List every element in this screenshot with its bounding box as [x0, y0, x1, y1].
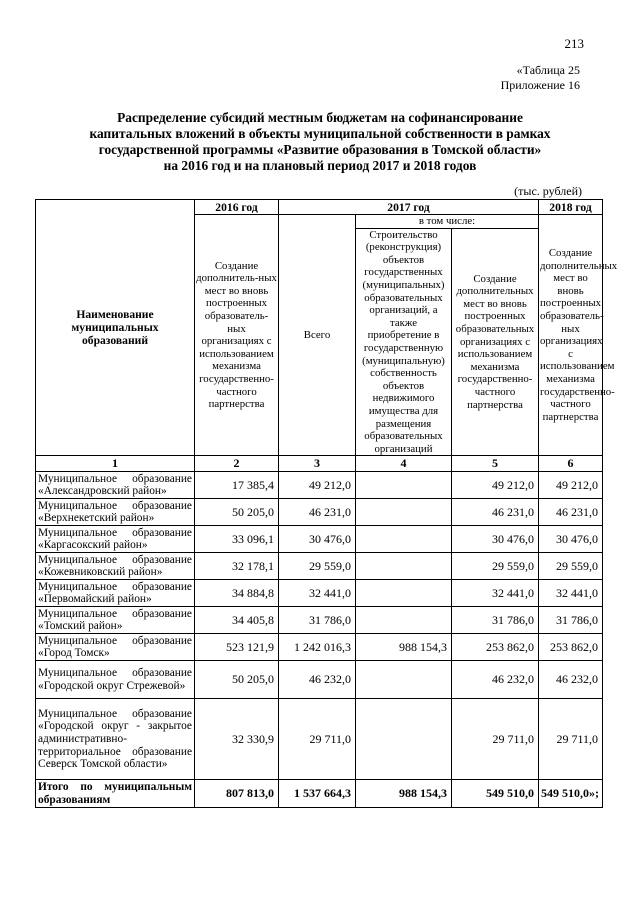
value-2017-ppp: 32 441,0: [452, 580, 539, 607]
appendix-label: [501, 63, 580, 93]
value-2017-total: 46 231,0: [279, 499, 356, 526]
value-2018: 46 231,0: [539, 499, 603, 526]
value-2016: 33 096,1: [195, 526, 279, 553]
municipality-name: Муниципальное образование «Каргасокский район»: [36, 526, 195, 553]
municipality-name: Муниципальное образование «Александровский район»: [36, 472, 195, 499]
municipality-name: Муниципальное образование «Городской округ - закрытое административно-территориальное образование Северск Томской области»: [36, 699, 195, 780]
value-2018: 32 441,0: [539, 580, 603, 607]
value-2017-total: 1 242 016,3: [279, 634, 356, 661]
appendix-number: Приложение 16: [500, 78, 580, 92]
value-2017-total: 29 711,0: [279, 699, 356, 780]
column-number: 4: [356, 456, 452, 472]
header-col3: Всего: [279, 215, 356, 456]
header-col4: Строительство (реконструкция) объектов государственных (муниципальных) образовательных организаций, а также приобретение в государственную (муниципальную) собственность объектов недвижимого имущества для размещения образовательных организаций: [356, 228, 452, 456]
value-2017-total: 29 559,0: [279, 553, 356, 580]
title-line: государственной программы «Развитие образования в Томской области»: [98, 142, 542, 157]
column-number: 3: [279, 456, 356, 472]
value-2018: 31 786,0: [539, 607, 603, 634]
value-2017-ppp: 29 711,0: [452, 699, 539, 780]
header-col2: Создание дополнитель-ных мест во вновь построенных образователь-ных организациях с использованием механизма государственно-частного партнерства: [195, 215, 279, 456]
municipality-name: Муниципальное образование «Городской округ Стрежевой»: [36, 661, 195, 699]
value-2017-construction: 988 154,3: [356, 634, 452, 661]
table-row: [36, 607, 603, 634]
value-2017-ppp: 46 232,0: [452, 661, 539, 699]
value-2017-total: 30 476,0: [279, 526, 356, 553]
value-2017-construction: [356, 580, 452, 607]
title-line: на 2016 год и на плановый период 2017 и 2018 годов: [163, 158, 477, 173]
table-row: [36, 661, 603, 699]
value-2016: 34 405,8: [195, 607, 279, 634]
total-2016: 807 813,0: [195, 780, 279, 808]
table-row: [36, 699, 603, 780]
total-2017-construction: 988 154,3: [356, 780, 452, 808]
value-2017-construction: [356, 699, 452, 780]
value-2017-total: 31 786,0: [279, 607, 356, 634]
municipality-name: Муниципальное образование «Кожевниковский район»: [36, 553, 195, 580]
value-2016: 523 121,9: [195, 634, 279, 661]
value-2016: 32 178,1: [195, 553, 279, 580]
header-year-2017: 2017 год: [279, 200, 539, 215]
table-row: [36, 580, 603, 607]
value-2017-construction: [356, 607, 452, 634]
units-note: (тыс. рублей): [514, 184, 582, 198]
column-number: 5: [452, 456, 539, 472]
value-2017-ppp: 253 862,0: [452, 634, 539, 661]
title-line: Распределение субсидий местным бюджетам на софинансирование: [117, 110, 523, 125]
municipality-name: Муниципальное образование «Томский район»: [36, 607, 195, 634]
value-2017-construction: [356, 499, 452, 526]
page-number: 213: [564, 36, 584, 51]
value-2017-construction: [356, 472, 452, 499]
value-2017-total: 32 441,0: [279, 580, 356, 607]
column-number: 6: [539, 456, 603, 472]
total-row: [36, 780, 603, 808]
municipality-name: Муниципальное образование «Верхнекетский район»: [36, 499, 195, 526]
column-number: 1: [36, 456, 195, 472]
value-2018: 46 232,0: [539, 661, 603, 699]
table-row: [36, 553, 603, 580]
header-year-2016: 2016 год: [195, 200, 279, 215]
table-row: [36, 634, 603, 661]
value-2017-ppp: 30 476,0: [452, 526, 539, 553]
header-col5: Создание дополнительных мест во вновь построенных образовательных организациях с использованием механизма государственно-частного партнерства: [452, 228, 539, 456]
municipality-name: Муниципальное образование «Город Томск»: [36, 634, 195, 661]
value-2017-ppp: 31 786,0: [452, 607, 539, 634]
title-line: капитальных вложений в объекты муниципальной собственности в рамках: [89, 126, 551, 141]
value-2017-construction: [356, 661, 452, 699]
header-year-2018: 2018 год: [539, 200, 603, 215]
column-number-row: [36, 456, 603, 472]
table-row: [36, 499, 603, 526]
table-row: [36, 472, 603, 499]
total-2018: 549 510,0»;: [539, 780, 603, 808]
value-2016: 17 385,4: [195, 472, 279, 499]
header-municipality: Наименование муниципальных образований: [36, 200, 195, 456]
header-including: в том числе:: [356, 215, 539, 229]
value-2018: 29 559,0: [539, 553, 603, 580]
value-2017-total: 49 212,0: [279, 472, 356, 499]
value-2017-construction: [356, 526, 452, 553]
value-2018: 29 711,0: [539, 699, 603, 780]
value-2018: 49 212,0: [539, 472, 603, 499]
total-2017: 1 537 664,3: [279, 780, 356, 808]
value-2016: 34 884,8: [195, 580, 279, 607]
value-2017-ppp: 49 212,0: [452, 472, 539, 499]
document-title: [40, 110, 600, 174]
value-2016: 50 205,0: [195, 661, 279, 699]
value-2016: 50 205,0: [195, 499, 279, 526]
header-col6: Создание дополнительных мест во вновь построенных образователь-ных организациях с использованием механизма государственно-частного партнерства: [539, 215, 603, 456]
value-2017-ppp: 29 559,0: [452, 553, 539, 580]
column-number: 2: [195, 456, 279, 472]
value-2016: 32 330,9: [195, 699, 279, 780]
total-label: Итого по муниципальным образованиям: [36, 780, 195, 808]
subsidy-table: [35, 199, 618, 808]
total-2017-ppp: 549 510,0: [452, 780, 539, 808]
table-row: [36, 526, 603, 553]
value-2017-total: 46 232,0: [279, 661, 356, 699]
value-2018: 30 476,0: [539, 526, 603, 553]
value-2018: 253 862,0: [539, 634, 603, 661]
municipality-name: Муниципальное образование «Первомайский район»: [36, 580, 195, 607]
table-label: «Таблица 25: [516, 63, 580, 77]
value-2017-ppp: 46 231,0: [452, 499, 539, 526]
value-2017-construction: [356, 553, 452, 580]
